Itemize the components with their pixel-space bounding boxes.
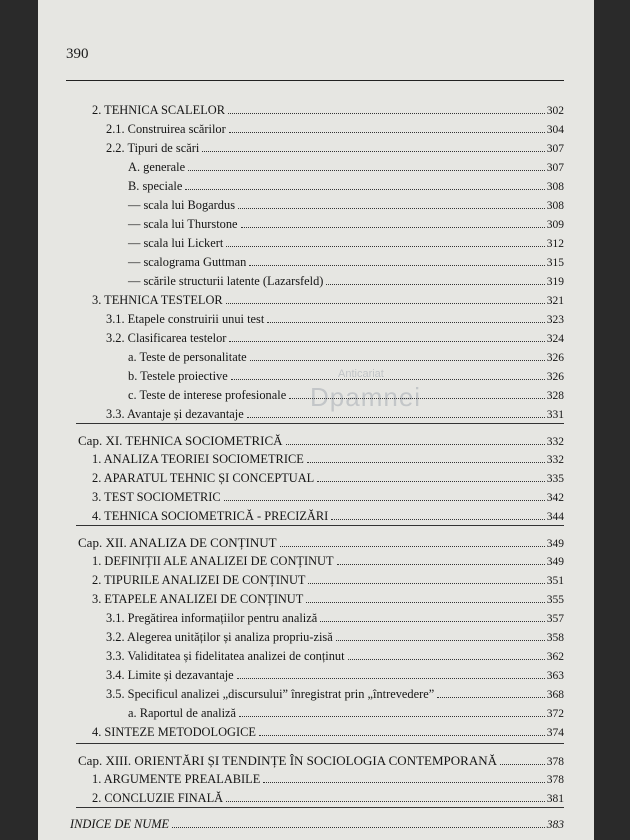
toc-entry: 3. ETAPELE ANALIZEI DE CONȚINUT 355 [92, 592, 564, 606]
book-page [38, 0, 594, 840]
section-divider [76, 423, 564, 424]
toc-chapter-xii: Cap. XII. ANALIZA DE CONȚINUT 349 [78, 535, 564, 550]
section-divider [76, 807, 564, 808]
toc-entry: — scala lui Lickert 312 [128, 236, 564, 250]
toc-entry: — scala lui Thurstone 309 [128, 217, 564, 231]
toc-entry-tehnica-testelor: 3. TEHNICA TESTELOR 321 [92, 293, 564, 307]
toc-entry: A. generale 307 [128, 160, 564, 174]
toc-entry: b. Testele proiective 326 [128, 369, 564, 383]
toc-entry-tehnica-scalelor: 2. TEHNICA SCALELOR 302 [92, 103, 564, 117]
toc-chapter-xi: Cap. XI. TEHNICA SOCIOMETRICĂ 332 [78, 433, 564, 448]
toc-entry: 2. CONCLUZIE FINALĂ 381 [92, 791, 564, 805]
toc-entry: — scările structurii latente (Lazarsfeld) 319 [128, 274, 564, 288]
toc-chapter-xiii: Cap. XIII. ORIENTĂRI ȘI TENDINȚE ÎN SOCIOLOGIA CONTEMPORANĂ 378 [78, 753, 564, 768]
toc-entry-indice-de-nume: INDICE DE NUME 383 [70, 817, 564, 831]
page-number: 390 [66, 46, 89, 62]
toc-entry: 1. ARGUMENTE PREALABILE 378 [92, 772, 564, 786]
watermark-small: Anticariat [338, 368, 384, 380]
toc-entry: 1. ANALIZA TEORIEI SOCIOMETRICE 332 [92, 452, 564, 466]
toc-entry: 3.2. Clasificarea testelor 324 [106, 331, 564, 345]
section-divider [76, 525, 564, 526]
toc-entry: — scala lui Bogardus 308 [128, 198, 564, 212]
toc-entry: 3.5. Specificul analizei „discursului” înregistrat prin „întrevedere” 368 [106, 687, 564, 701]
toc-entry: 3. TEST SOCIOMETRIC 342 [92, 490, 564, 504]
toc-entry: 2. APARATUL TEHNIC ȘI CONCEPTUAL 335 [92, 471, 564, 485]
toc-entry: c. Teste de interese profesionale 328 [128, 388, 564, 402]
toc-entry: B. speciale 308 [128, 179, 564, 193]
toc-entry: 3.1. Etapele construirii unui test 323 [106, 312, 564, 326]
section-divider [76, 743, 564, 744]
toc-entry: 3.1. Pregătirea informațiilor pentru analiză 357 [106, 611, 564, 625]
toc-entry: 2. TIPURILE ANALIZEI DE CONȚINUT 351 [92, 573, 564, 587]
toc-entry: 2.1. Construirea scărilor 304 [106, 122, 564, 136]
toc-entry: 4. SINTEZE METODOLOGICE 374 [92, 725, 564, 739]
toc-entry: 3.3. Validitatea și fidelitatea analizei de conținut 362 [106, 649, 564, 663]
toc-entry: 1. DEFINIȚII ALE ANALIZEI DE CONȚINUT 349 [92, 554, 564, 568]
toc-entry: 4. TEHNICA SOCIOMETRICĂ - PRECIZĂRI 344 [92, 509, 564, 523]
watermark: Dpamnei [310, 382, 422, 412]
toc-entry: a. Teste de personalitate 326 [128, 350, 564, 364]
toc-entry: a. Raportul de analiză 372 [128, 706, 564, 720]
toc-entry: 2.2. Tipuri de scări 307 [106, 141, 564, 155]
toc-entry: 3.3. Avantaje și dezavantaje 331 [106, 407, 564, 421]
toc-entry: 3.4. Limite și dezavantaje 363 [106, 668, 564, 682]
toc-entry: — scalograma Guttman 315 [128, 255, 564, 269]
toc-entry: 3.2. Alegerea unităților și analiza propriu-zisă 358 [106, 630, 564, 644]
header-rule [66, 80, 564, 81]
